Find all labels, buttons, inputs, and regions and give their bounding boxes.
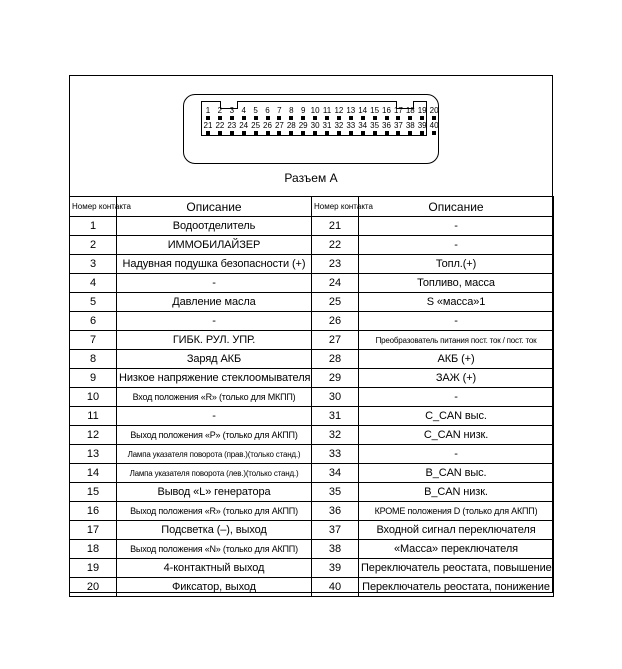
pin-contact xyxy=(218,131,222,135)
connector-pin xyxy=(226,121,238,135)
pin-number: 2 xyxy=(217,106,223,115)
pin-contact xyxy=(373,116,377,120)
table-row xyxy=(70,350,554,369)
table-body xyxy=(70,217,554,597)
pin-number: 1 xyxy=(205,106,211,115)
table-row xyxy=(70,407,554,426)
description-right: - xyxy=(359,445,554,464)
description-left: - xyxy=(117,312,312,331)
pin-contact xyxy=(349,116,353,120)
pin-number: 25 xyxy=(251,121,261,130)
pin-number-right: 34 xyxy=(312,464,359,483)
pin-number-right: 24 xyxy=(312,274,359,293)
description-left: Выход положения «P» (только для АКПП) xyxy=(117,426,312,445)
connector-pin xyxy=(428,121,440,135)
pin-contact xyxy=(242,131,246,135)
connector-pin xyxy=(381,121,393,135)
pin-contact xyxy=(289,131,293,135)
pin-number-left: 6 xyxy=(70,312,117,331)
header-pin-number-right: Номер контакта xyxy=(312,197,359,217)
pin-number: 8 xyxy=(289,106,294,115)
pin-number-left: 13 xyxy=(70,445,117,464)
connector-pin xyxy=(333,121,345,135)
description-left: - xyxy=(117,274,312,293)
pin-number-left: 20 xyxy=(70,578,117,597)
table-row xyxy=(70,293,554,312)
pin-contact xyxy=(313,116,317,120)
pin-contact xyxy=(289,116,293,120)
pin-number: 11 xyxy=(322,106,332,115)
diagram-frame xyxy=(69,75,553,593)
connector-pin xyxy=(309,106,321,120)
connector-pin xyxy=(250,106,262,120)
pin-contact xyxy=(301,116,305,120)
pin-contact xyxy=(337,116,341,120)
connector-pin xyxy=(416,106,428,120)
pin-number: 7 xyxy=(277,106,282,115)
connector-pin xyxy=(297,106,309,120)
table-row xyxy=(70,331,554,350)
description-right: Переключатель реостата, повышение xyxy=(359,559,554,578)
pin-contact xyxy=(385,131,389,135)
pin-number-left: 5 xyxy=(70,293,117,312)
header-pin-number-left: Номер контакта xyxy=(70,197,117,217)
table-row xyxy=(70,369,554,388)
connector-pin xyxy=(309,121,321,135)
pin-number-left: 19 xyxy=(70,559,117,578)
description-right: ЗАЖ (+) xyxy=(359,369,554,388)
pin-number: 32 xyxy=(334,121,344,130)
pin-number-left: 1 xyxy=(70,217,117,236)
pin-number-left: 11 xyxy=(70,407,117,426)
pin-number: 15 xyxy=(370,106,380,115)
pin-number: 38 xyxy=(405,121,415,130)
connector-pin xyxy=(321,121,333,135)
pin-number-right: 23 xyxy=(312,255,359,274)
pin-number: 19 xyxy=(417,106,427,115)
pin-number: 34 xyxy=(358,121,368,130)
connector-pin xyxy=(285,121,297,135)
pin-number: 29 xyxy=(298,121,308,130)
pin-number-right: 27 xyxy=(312,331,359,350)
pin-contact xyxy=(337,131,341,135)
pin-number-right: 39 xyxy=(312,559,359,578)
connector-pin xyxy=(404,106,416,120)
connector-pin xyxy=(357,106,369,120)
pin-contact xyxy=(408,116,412,120)
pin-number-left: 16 xyxy=(70,502,117,521)
pin-number-right: 26 xyxy=(312,312,359,331)
pin-number-right: 36 xyxy=(312,502,359,521)
connector-pin xyxy=(214,121,226,135)
pin-contact xyxy=(396,116,400,120)
pin-number-right: 35 xyxy=(312,483,359,502)
table-row xyxy=(70,426,554,445)
connector-pin xyxy=(392,121,404,135)
table-row xyxy=(70,255,554,274)
connector-pin xyxy=(428,106,440,120)
pin-number: 26 xyxy=(263,121,272,130)
pin-number: 12 xyxy=(334,106,344,115)
table-header-row xyxy=(70,197,554,217)
connector-pin xyxy=(238,106,250,120)
connector-pin xyxy=(345,106,357,120)
table-row xyxy=(70,521,554,540)
description-left: Фиксатор, выход xyxy=(117,578,312,597)
pin-contact xyxy=(361,116,365,120)
pin-number: 24 xyxy=(239,121,249,130)
connector-pin xyxy=(273,106,285,120)
pin-number: 27 xyxy=(274,121,284,130)
pin-contact xyxy=(230,116,234,120)
pin-number: 23 xyxy=(227,121,237,130)
table-row xyxy=(70,464,554,483)
pin-number-right: 29 xyxy=(312,369,359,388)
header-description-left: Описание xyxy=(117,197,312,217)
description-right: S «масса»1 xyxy=(359,293,554,312)
description-right: C_CAN выс. xyxy=(359,407,554,426)
pin-number-left: 2 xyxy=(70,236,117,255)
connector-pin xyxy=(285,106,297,120)
connector-label: Разъем А xyxy=(284,171,338,185)
description-right: КРОМЕ положения D (только для АКПП) xyxy=(359,502,554,521)
description-right: «Масса» переключателя xyxy=(359,540,554,559)
connector-pin xyxy=(381,106,393,120)
description-left: Выход положения «R» (только для АКПП) xyxy=(117,502,312,521)
pin-number-right: 25 xyxy=(312,293,359,312)
connector-a-outline xyxy=(183,94,439,164)
pin-contact xyxy=(254,131,258,135)
pin-number-right: 22 xyxy=(312,236,359,255)
pin-contact xyxy=(242,116,246,120)
pin-number: 30 xyxy=(310,121,320,130)
pin-contact xyxy=(420,131,424,135)
pin-number: 40 xyxy=(429,121,439,130)
description-left: Надувная подушка безопасности (+) xyxy=(117,255,312,274)
description-right: Входной сигнал переключателя xyxy=(359,521,554,540)
description-left: Подсветка (–), выход xyxy=(117,521,312,540)
pin-number: 9 xyxy=(300,106,306,115)
pin-contact xyxy=(266,116,270,120)
pin-number-right: 37 xyxy=(312,521,359,540)
description-left: - xyxy=(117,407,312,426)
pin-contact xyxy=(408,131,412,135)
pin-number: 20 xyxy=(429,106,439,115)
description-right: - xyxy=(359,236,554,255)
pin-number: 33 xyxy=(346,121,356,130)
table-row xyxy=(70,388,554,407)
pin-number-right: 28 xyxy=(312,350,359,369)
table-row xyxy=(70,274,554,293)
description-right: - xyxy=(359,312,554,331)
pin-contact xyxy=(432,131,436,135)
pin-number: 4 xyxy=(241,106,246,115)
pin-number: 17 xyxy=(393,106,403,115)
description-left: Вход положения «R» (только для МКПП) xyxy=(117,388,312,407)
connector-pin xyxy=(273,121,285,135)
table-row xyxy=(70,502,554,521)
pin-contact xyxy=(206,131,210,135)
pin-contact xyxy=(385,116,389,120)
pin-number-left: 7 xyxy=(70,331,117,350)
pin-contact xyxy=(420,116,424,120)
description-right: Топливо, масса xyxy=(359,274,554,293)
header-description-right: Описание xyxy=(359,197,554,217)
pin-number-left: 10 xyxy=(70,388,117,407)
pin-contact xyxy=(313,131,317,135)
description-left: Низкое напряжение стеклоомывателя xyxy=(117,369,312,388)
pin-number-right: 32 xyxy=(312,426,359,445)
table-row xyxy=(70,445,554,464)
description-left: Давление масла xyxy=(117,293,312,312)
table-row xyxy=(70,236,554,255)
description-right: Преобразователь питания пост. ток / пост. ток xyxy=(359,331,554,350)
pin-contact xyxy=(373,131,377,135)
description-left: ИММОБИЛАЙЗЕР xyxy=(117,236,312,255)
table-row xyxy=(70,540,554,559)
pin-number: 31 xyxy=(322,121,332,130)
pin-number-left: 15 xyxy=(70,483,117,502)
pin-number: 18 xyxy=(405,106,415,115)
connector-pin xyxy=(238,121,250,135)
connector-pin xyxy=(416,121,428,135)
description-left: 4-контактный выход xyxy=(117,559,312,578)
pin-number: 21 xyxy=(203,121,213,130)
pin-number-right: 30 xyxy=(312,388,359,407)
pin-contact xyxy=(266,131,270,135)
connector-pin xyxy=(262,121,274,135)
pin-number-left: 4 xyxy=(70,274,117,293)
pin-number-right: 21 xyxy=(312,217,359,236)
connector-pin xyxy=(369,106,381,120)
pin-number: 28 xyxy=(286,121,296,130)
connector-pin xyxy=(297,121,309,135)
pin-contact xyxy=(230,131,234,135)
pin-number: 16 xyxy=(382,106,391,115)
pin-number: 22 xyxy=(215,121,225,130)
pin-number: 13 xyxy=(346,106,356,115)
pin-number-left: 12 xyxy=(70,426,117,445)
pin-number-left: 17 xyxy=(70,521,117,540)
pin-number-right: 40 xyxy=(312,578,359,597)
pin-number-right: 38 xyxy=(312,540,359,559)
pin-contact xyxy=(301,131,305,135)
connector-pin xyxy=(226,106,238,120)
description-right: Топл.(+) xyxy=(359,255,554,274)
description-left: Лампа указателя поворота (лев.)(только станд.) xyxy=(117,464,312,483)
description-right: АКБ (+) xyxy=(359,350,554,369)
connector-pin xyxy=(202,106,214,120)
pin-contact xyxy=(218,116,222,120)
connector-pin-area xyxy=(201,101,439,136)
connector-pin xyxy=(404,121,416,135)
table-row xyxy=(70,217,554,236)
description-left: Лампа указателя поворота (прав.)(только станд.) xyxy=(117,445,312,464)
connector-pin xyxy=(262,106,274,120)
description-left: Выход положения «N» (только для АКПП) xyxy=(117,540,312,559)
pin-contact xyxy=(349,131,353,135)
connector-pin xyxy=(214,106,226,120)
connector-pin xyxy=(333,106,345,120)
pin-number-left: 9 xyxy=(70,369,117,388)
pin-number-left: 18 xyxy=(70,540,117,559)
pin-contact xyxy=(396,131,400,135)
description-left: Вывод «L» генератора xyxy=(117,483,312,502)
pin-contact xyxy=(432,116,436,120)
pin-contact xyxy=(325,131,329,135)
pin-number: 3 xyxy=(229,106,235,115)
table-row xyxy=(70,559,554,578)
connector-pin xyxy=(392,106,404,120)
connector-pin xyxy=(357,121,369,135)
description-right: C_CAN низк. xyxy=(359,426,554,445)
pin-contact xyxy=(277,131,281,135)
pin-contact xyxy=(254,116,258,120)
pin-number: 6 xyxy=(265,106,270,115)
description-left: ГИБК. РУЛ. УПР. xyxy=(117,331,312,350)
pin-contact xyxy=(325,116,329,120)
description-right: - xyxy=(359,217,554,236)
pin-contact xyxy=(206,116,210,120)
pin-number: 14 xyxy=(358,106,368,115)
description-right: B_CAN выс. xyxy=(359,464,554,483)
pin-number: 39 xyxy=(417,121,427,130)
pin-number-left: 8 xyxy=(70,350,117,369)
pin-number: 10 xyxy=(310,106,320,115)
connector-pin xyxy=(250,121,262,135)
table-row xyxy=(70,578,554,597)
description-right: - xyxy=(359,388,554,407)
connector-pin xyxy=(202,121,214,135)
pin-number: 36 xyxy=(382,121,391,130)
connector-pin xyxy=(321,106,333,120)
pin-number-right: 33 xyxy=(312,445,359,464)
pin-contact xyxy=(361,131,365,135)
pin-number: 5 xyxy=(253,106,258,115)
pin-number-left: 3 xyxy=(70,255,117,274)
pin-number: 35 xyxy=(370,121,380,130)
description-right: B_CAN низк. xyxy=(359,483,554,502)
connector-pin xyxy=(345,121,357,135)
description-right: Переключатель реостата, понижение xyxy=(359,578,554,597)
pin-number: 37 xyxy=(393,121,403,130)
pin-number-left: 14 xyxy=(70,464,117,483)
table-row xyxy=(70,312,554,331)
description-left: Заряд АКБ xyxy=(117,350,312,369)
pin-table xyxy=(69,196,554,597)
pin-contact xyxy=(277,116,281,120)
description-left: Водоотделитель xyxy=(117,217,312,236)
pin-number-right: 31 xyxy=(312,407,359,426)
connector-pin xyxy=(369,121,381,135)
table-row xyxy=(70,483,554,502)
